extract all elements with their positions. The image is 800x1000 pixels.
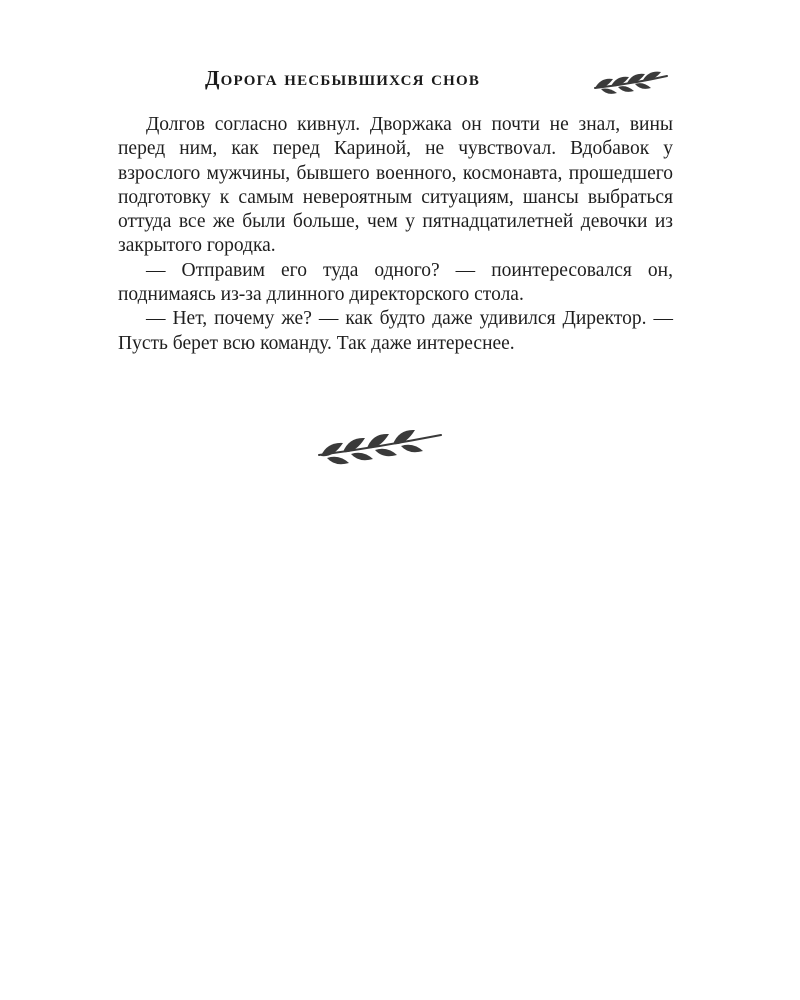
running-title: Дорога несбывшихся снов <box>205 66 481 90</box>
paragraph: Долгов согласно кивнул. Дворжака он почти не знал, вины перед ним, как перед Кариной, не чувствоvал. Вдобавок у взрослого мужчины, бывшего военного, космонавта, прошедшего подготовку к самым невероятным ситуациям, шансы выбраться оттуда все же были больше, чем у пятнадцатилетней девочки из закрытого городка. <box>118 114 673 257</box>
body-text <box>118 113 673 356</box>
laurel-branch-icon <box>313 425 445 467</box>
paragraph: — Нет, почему же? — как будто даже удивился Директор. — Пусть берет всю команду. Так даже интереснее. <box>118 308 673 354</box>
paragraph: — Отправим его туда одного? — поинтересовался он, поднимаясь из-за длинного директорского стола. <box>118 259 673 306</box>
page-header <box>0 64 800 100</box>
laurel-branch-icon <box>591 68 671 96</box>
